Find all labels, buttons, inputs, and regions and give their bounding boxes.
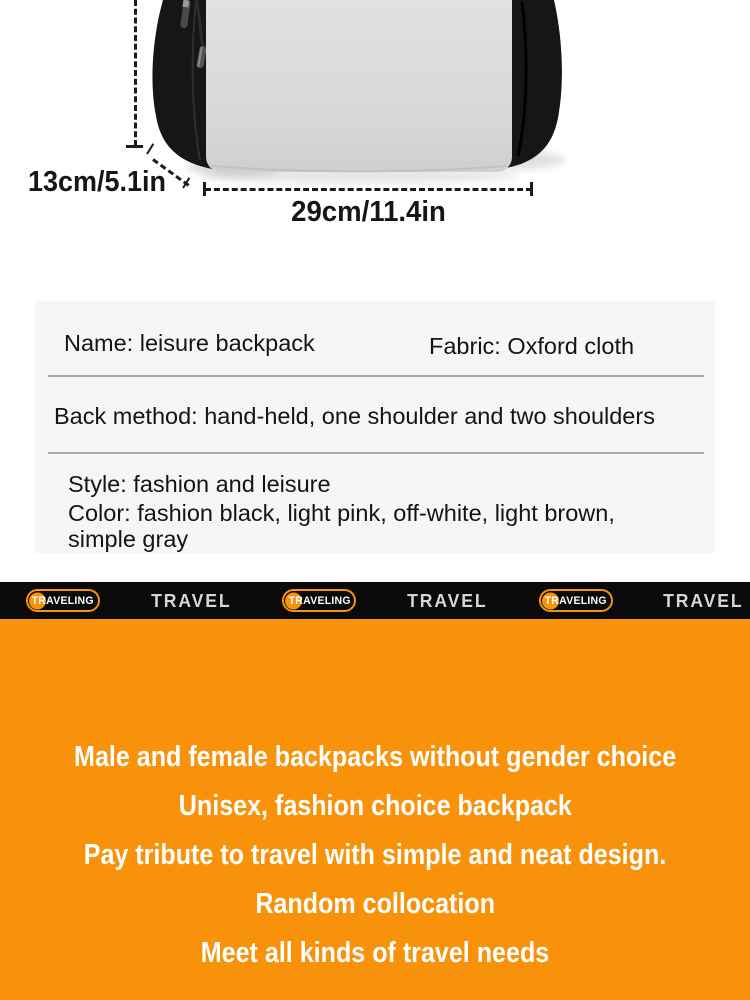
dimension-height-line bbox=[134, 0, 137, 146]
promo-line: Random collocation bbox=[255, 888, 495, 920]
promo-section bbox=[0, 619, 750, 1000]
traveling-badge bbox=[539, 589, 613, 612]
promo-line: Male and female backpacks without gender choice bbox=[73, 741, 677, 773]
spec-name: Name: leisure backpack bbox=[64, 330, 315, 356]
dimension-width-line bbox=[205, 188, 532, 191]
spec-divider bbox=[48, 375, 704, 377]
promo-line: Meet all kinds of travel needs bbox=[200, 937, 550, 969]
travel-banner-strip bbox=[0, 582, 750, 619]
traveling-badge bbox=[282, 589, 356, 612]
spec-color: Color: fashion black, light pink, off-white, light brown, bbox=[68, 500, 615, 526]
travel-label: TRAVEL bbox=[663, 589, 744, 611]
traveling-badge-label: TRAVELING bbox=[544, 594, 607, 607]
product-image-section bbox=[0, 0, 750, 301]
width-dimension-label: 29cm/11.4in bbox=[291, 196, 446, 228]
traveling-badge bbox=[26, 589, 100, 612]
spec-style: Style: fashion and leisure bbox=[68, 471, 331, 497]
spec-fabric: Fabric: Oxford cloth bbox=[429, 333, 635, 359]
travel-label: TRAVEL bbox=[407, 589, 488, 611]
traveling-badge-label: TRAVELING bbox=[288, 594, 351, 607]
spec-color-cont: simple gray bbox=[68, 526, 189, 552]
traveling-badge-label: TRAVELING bbox=[31, 594, 95, 607]
dimension-width-right-tick bbox=[530, 182, 533, 196]
height-dimension-label: 13cm/5.1in bbox=[28, 166, 166, 198]
spec-box bbox=[35, 301, 715, 553]
promo-line: Pay tribute to travel with simple and neat design. bbox=[83, 839, 667, 871]
promo-line: Unisex, fashion choice backpack bbox=[178, 790, 572, 822]
travel-label: TRAVEL bbox=[150, 589, 232, 611]
backpack-front-panel bbox=[206, 0, 512, 172]
spec-divider bbox=[48, 452, 704, 454]
dimension-height-end-tick bbox=[126, 145, 143, 148]
spec-back-method: Back method: hand-held, one shoulder and two shoulders bbox=[54, 403, 655, 429]
